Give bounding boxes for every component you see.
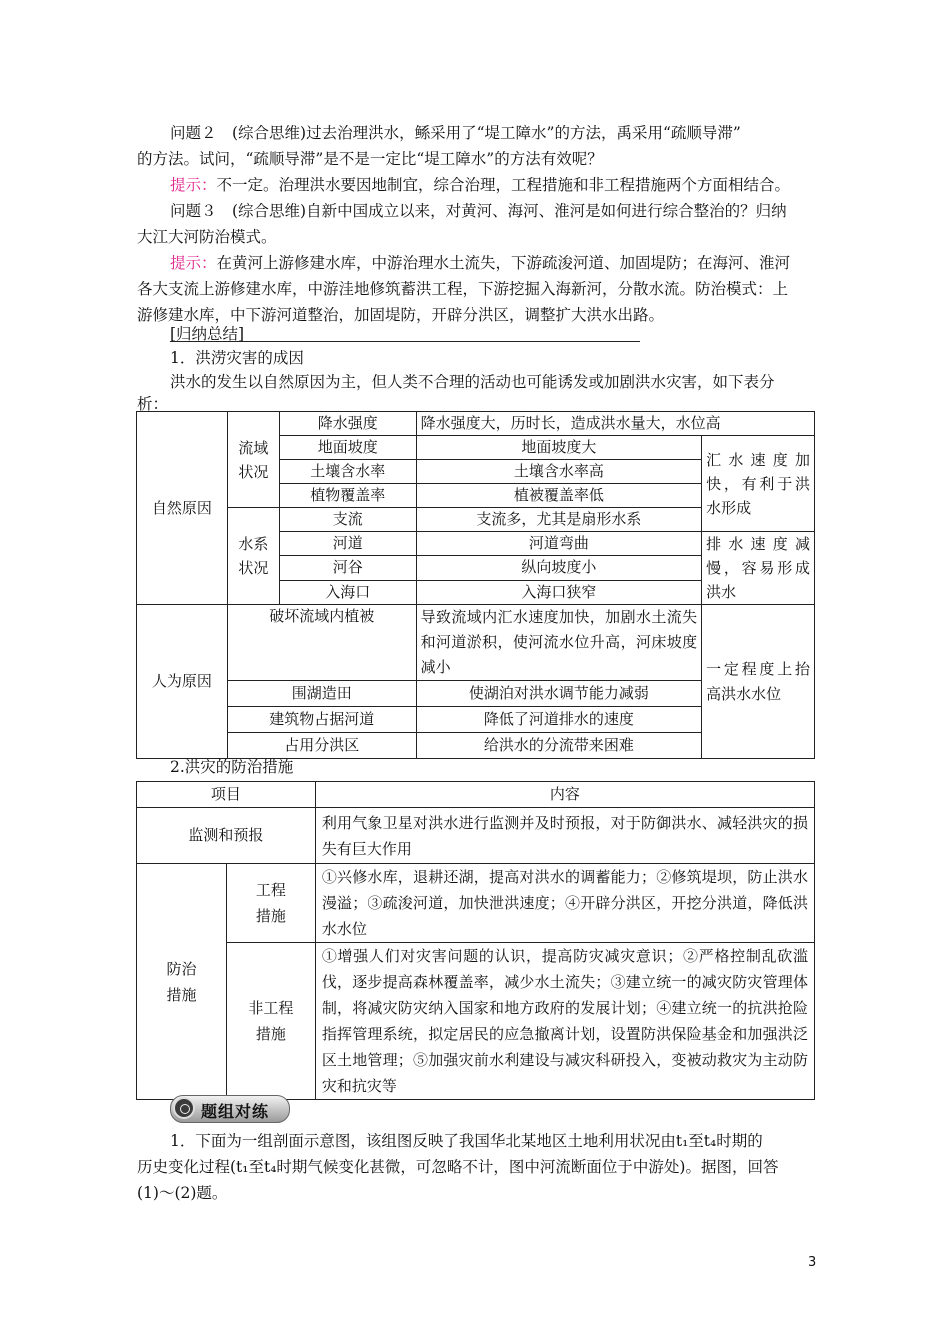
practice-line-1: 1．下面为一组剖面示意图，该组图反映了我国华北某地区土地利用状况由t₁至t₄时期的	[170, 1132, 763, 1150]
effect-human-cell: 一定程度上抬高洪水水位	[702, 605, 815, 759]
summary-divider	[170, 341, 640, 342]
q3-hint-line-2: 各大支流上游修建水库，中游洼地修筑蓄洪工程，下游挖掘入海新河，分散水流。防治模式：上	[137, 280, 789, 298]
section-1-intro-line-2: 析：	[137, 395, 169, 413]
factor-cell: 降水强度	[279, 412, 416, 436]
practice-line-2: 历史变化过程(t₁至t₄时期气候变化甚微，可忽略不计，图中河流断面位于中游处)。据图，回答	[137, 1158, 779, 1176]
section-1-intro-line-1: 洪水的发生以自然原因为主，但人类不合理的活动也可能诱发或加剧洪水灾害，如下表分	[170, 373, 775, 391]
factor-cell: 破坏流域内植被	[227, 605, 416, 681]
desc-cell: 地面坡度大	[416, 436, 702, 460]
flood-prevention-table	[136, 781, 815, 1100]
non-engineering-text: ①增强人们对灾害问题的认识，提高防灾减灾意识；②严格控制乱砍滥伐，逐步提高森林覆盖率，减少水土流失；③建立统一的减灾防灾管理体制，将减灾防灾纳入国家和地方政府的发展计划；④建立统一的抗洪抢险指挥管理系统，拟定居民的应急撤离计划，设置防洪保险基金和加强洪泛区土地管理；⑤加强灾前水利建设与减灾科研投入，变被动救灾为主动防灾和抗灾等	[315, 943, 814, 1100]
hint-label: 提示：	[170, 176, 217, 194]
factor-cell: 入海口	[279, 580, 416, 604]
flood-cause-table	[136, 411, 815, 759]
hint-text: 不一定。治理洪水要因地制宜，综合治理，工程措施和非工程措施两个方面相结合。	[216, 176, 791, 194]
q3-hint-line-1	[170, 250, 790, 276]
engineering-cell: 工程措施	[226, 864, 315, 943]
desc-cell: 给洪水的分流带来困难	[416, 733, 702, 759]
factor-cell: 河谷	[279, 556, 416, 580]
factor-cell: 植物覆盖率	[279, 484, 416, 508]
factor-cell: 河道	[279, 532, 416, 556]
engineering-text: ①兴修水库，退耕还湖，提高对洪水的调蓄能力；②修筑堤坝，防止洪水漫溢；③疏浚河道，加快泄洪速度；④开辟分洪区，开挖分洪道，降低洪水水位	[315, 864, 814, 943]
natural-cause-cell: 自然原因	[137, 412, 228, 605]
q3-line-2: 大江大河防治模式。	[137, 228, 277, 246]
desc-cell: 降低了河道排水的速度	[416, 707, 702, 733]
hint-label: 提示：	[170, 254, 217, 272]
summary-header: [归纳总结]	[170, 325, 245, 343]
prevention-cell: 防治措施	[137, 864, 227, 1100]
desc-cell: 河道弯曲	[416, 532, 702, 556]
factor-cell: 围湖造田	[227, 681, 416, 707]
q3-line-1: 问题３ (综合思维)自新中国成立以来，对黄河、海河、淮河是如何进行综合整治的？归纳	[170, 202, 787, 220]
practice-line-3: (1)～(2)题。	[137, 1184, 228, 1202]
target-icon	[173, 1097, 195, 1119]
badge-label: 题组对练	[201, 1102, 270, 1121]
effect-basin-cell: 汇水速度加快，有利于洪水形成	[702, 436, 815, 532]
practice-badge	[170, 1095, 290, 1123]
factor-cell: 支流	[279, 508, 416, 532]
header-content: 内容	[315, 782, 814, 808]
factor-cell: 土壤含水率	[279, 460, 416, 484]
monitor-text: 利用气象卫星对洪水进行监测并及时预报，对于防御洪水、减轻洪灾的损失有巨大作用	[315, 808, 814, 864]
desc-cell: 土壤含水率高	[416, 460, 702, 484]
q2-line-1: 问题２ (综合思维)过去治理洪水，鲧采用了“堤工障水”的方法，禹采用“疏顺导滞”	[170, 124, 741, 142]
factor-cell: 占用分洪区	[227, 733, 416, 759]
header-item: 项目	[137, 782, 316, 808]
human-cause-cell: 人为原因	[137, 605, 228, 759]
hint-text: 在黄河上游修建水库，中游治理水土流失，下游疏浚河道、加固堤防；在海河、淮河	[216, 254, 791, 272]
page-number: 3	[808, 1255, 817, 1270]
section-2-title: 2.洪灾的防治措施	[170, 758, 294, 776]
desc-cell: 支流多，尤其是扇形水系	[416, 508, 702, 532]
desc-cell: 导致流域内汇水速度加快，加剧水土流失和河道淤积，使河流水位升高，河床坡度减小	[416, 605, 702, 681]
q2-hint	[170, 172, 790, 198]
effect-water-cell: 排水速度减慢，容易形成洪水	[702, 532, 815, 605]
factor-cell: 地面坡度	[279, 436, 416, 460]
non-engineering-cell: 非工程措施	[226, 943, 315, 1100]
q3-hint-line-3: 游修建水库，中下游河道整治，加固堤防，开辟分洪区，调整扩大洪水出路。	[137, 306, 665, 324]
factor-cell: 建筑物占据河道	[227, 707, 416, 733]
desc-cell: 降水强度大，历时长，造成洪水量大，水位高	[416, 412, 814, 436]
desc-cell: 使湖泊对洪水调节能力减弱	[416, 681, 702, 707]
water-system-cell: 水系状况	[227, 508, 279, 605]
desc-cell: 入海口狭窄	[416, 580, 702, 604]
basin-condition-cell: 流域状况	[227, 412, 279, 508]
desc-cell: 纵向坡度小	[416, 556, 702, 580]
q2-line-2: 的方法。试问，“疏顺导滞”是不是一定比“堤工障水”的方法有效呢？	[137, 150, 603, 168]
section-1-title: 1．洪涝灾害的成因	[170, 349, 304, 367]
desc-cell: 植被覆盖率低	[416, 484, 702, 508]
monitor-cell: 监测和预报	[137, 808, 316, 864]
